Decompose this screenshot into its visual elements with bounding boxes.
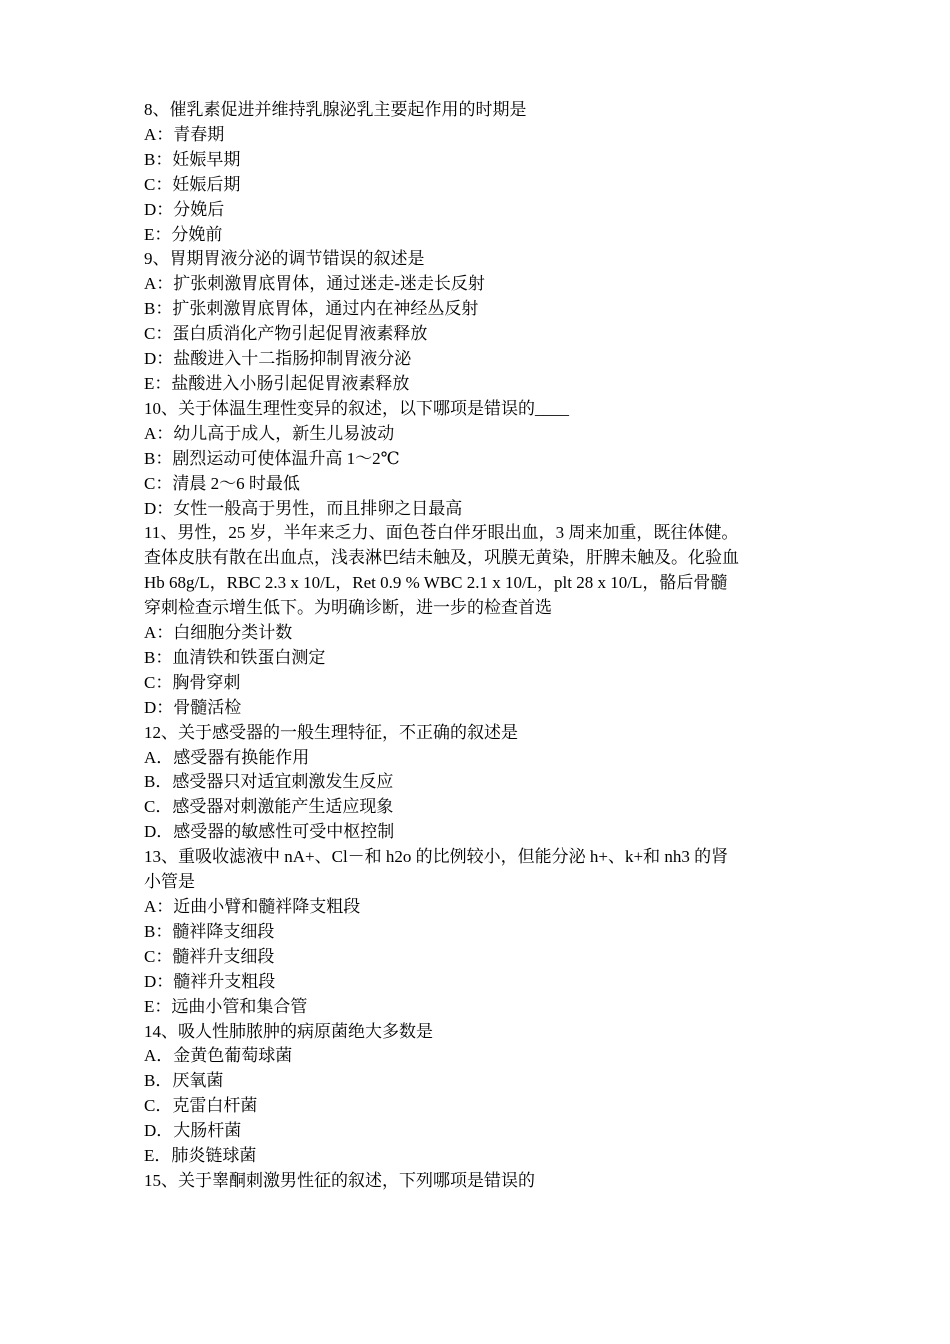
- question-stem-line: Hb 68g/L，RBC 2.3 x 10/L，Ret 0.9 % WBC 2.1 x 10/L，plt 28 x 10/L，骼后骨髓: [144, 573, 728, 593]
- option-c: C：髓袢升支细段: [144, 946, 275, 966]
- question-10: [144, 397, 824, 522]
- option-b: B：血清铁和铁蛋白测定: [144, 647, 326, 667]
- option-c: C：妊娠后期: [144, 174, 241, 194]
- question-9: [144, 247, 824, 396]
- option-d: D：盐酸进入十二指肠抑制胃液分泌: [144, 349, 412, 369]
- question-stem: 10、关于体温生理性变异的叙述，以下哪项是错误的____: [144, 398, 569, 418]
- question-12: [144, 721, 824, 846]
- option-a: A：幼儿高于成人，新生儿易波动: [144, 423, 395, 443]
- option-a: A：扩张刺激胃底胃体，通过迷走-迷走长反射: [144, 274, 485, 294]
- option-d: D：分娩后: [144, 199, 225, 219]
- option-e: E：分娩前: [144, 224, 223, 244]
- option-b: B．感受器只对适宜刺激发生反应: [144, 772, 394, 792]
- question-stem: 15、关于睾酮刺激男性征的叙述，下列哪项是错误的: [144, 1170, 535, 1190]
- document-body: [144, 98, 824, 1194]
- option-b: B．厌氧菌: [144, 1071, 224, 1091]
- question-stem: 14、吸人性肺脓肿的病原菌绝大多数是: [144, 1021, 433, 1041]
- option-d: D：髓袢升支粗段: [144, 971, 276, 991]
- option-b: B：扩张刺激胃底胃体，通过内在神经丛反射: [144, 299, 479, 319]
- option-c: C：蛋白质消化产物引起促胃液素释放: [144, 324, 428, 344]
- option-b: B：髓袢降支细段: [144, 921, 275, 941]
- option-b: B：妊娠早期: [144, 149, 241, 169]
- question-13: [144, 845, 824, 1019]
- option-d: D．感受器的敏感性可受中枢控制: [144, 822, 395, 842]
- option-e: E：盐酸进入小肠引起促胃液素释放: [144, 373, 410, 393]
- question-14: [144, 1020, 824, 1169]
- option-b: B：剧烈运动可使体温升高 1～2℃: [144, 448, 400, 468]
- option-c: C：胸骨穿刺: [144, 672, 241, 692]
- question-stem: 12、关于感受器的一般生理特征，不正确的叙述是: [144, 722, 518, 742]
- option-a: A．感受器有换能作用: [144, 747, 310, 767]
- option-a: A：白细胞分类计数: [144, 623, 293, 643]
- question-stem-line: 13、重吸收滤液中 nA+、Cl－和 h2o 的比例较小，但能分泌 h+、k+和 nh3 的肾: [144, 847, 729, 867]
- question-stem: 9、胃期胃液分泌的调节错误的叙述是: [144, 249, 425, 269]
- question-stem-line: 查体皮肤有散在出血点，浅表淋巴结未触及，巩膜无黄染，肝脾未触及。化验血: [144, 548, 739, 568]
- option-c: C．克雷白杆菌: [144, 1096, 258, 1116]
- question-11: [144, 521, 824, 720]
- option-a: A：近曲小臂和髓袢降支粗段: [144, 897, 361, 916]
- option-e: E：远曲小管和集合管: [144, 996, 308, 1016]
- question-stem-line: 小管是: [144, 872, 195, 892]
- question-stem-line: 11、男性，25 岁，半年来乏力、面色苍白伴牙眼出血，3 周来加重，既往体健。: [144, 523, 739, 543]
- option-d: D：女性一般高于男性，而且排卵之日最高: [144, 498, 463, 518]
- option-c: C：清晨 2～6 时最低: [144, 473, 300, 493]
- option-a: A．金黄色葡萄球菌: [144, 1046, 293, 1066]
- option-a: A：青春期: [144, 124, 225, 144]
- question-8: [144, 98, 824, 247]
- question-stem-line: 穿刺检查示增生低下。为明确诊断，进一步的检查首选: [144, 598, 552, 618]
- question-15: [144, 1169, 824, 1194]
- option-d: D．大肠杆菌: [144, 1121, 242, 1141]
- option-e: E．肺炎链球菌: [144, 1146, 257, 1166]
- option-c: C．感受器对刺激能产生适应现象: [144, 797, 394, 817]
- question-stem: 8、催乳素促进并维持乳腺泌乳主要起作用的时期是: [144, 100, 527, 119]
- option-d: D：骨髓活检: [144, 697, 242, 717]
